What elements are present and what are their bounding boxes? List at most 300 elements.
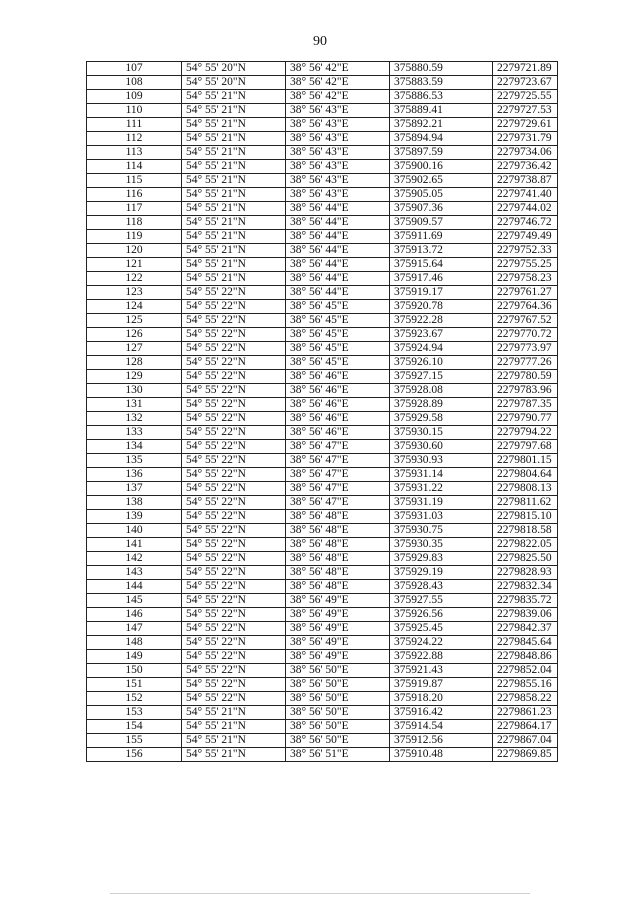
x-coordinate-cell: 375931.14 [390,468,493,482]
y-coordinate-cell: 2279727.53 [493,104,558,118]
y-coordinate-cell: 2279777.26 [493,356,558,370]
longitude-cell: 38° 56' 45"E [286,328,390,342]
table-row [87,300,558,314]
point-number-cell: 114 [87,160,182,174]
point-number-cell: 156 [87,748,182,762]
y-coordinate-cell: 2279794.22 [493,426,558,440]
x-coordinate-cell: 375928.08 [390,384,493,398]
latitude-cell: 54° 55' 22"N [182,370,286,384]
table-row [87,132,558,146]
latitude-cell: 54° 55' 22"N [182,594,286,608]
y-coordinate-cell: 2279749.49 [493,230,558,244]
table-row [87,384,558,398]
latitude-cell: 54° 55' 21"N [182,734,286,748]
latitude-cell: 54° 55' 22"N [182,524,286,538]
table-row [87,62,558,76]
point-number-cell: 147 [87,622,182,636]
y-coordinate-cell: 2279845.64 [493,636,558,650]
coordinates-table-body [87,62,558,762]
latitude-cell: 54° 55' 22"N [182,496,286,510]
x-coordinate-cell: 375889.41 [390,104,493,118]
longitude-cell: 38° 56' 44"E [286,286,390,300]
point-number-cell: 120 [87,244,182,258]
x-coordinate-cell: 375915.64 [390,258,493,272]
table-row [87,76,558,90]
latitude-cell: 54° 55' 22"N [182,608,286,622]
longitude-cell: 38° 56' 43"E [286,132,390,146]
latitude-cell: 54° 55' 22"N [182,566,286,580]
point-number-cell: 130 [87,384,182,398]
page-number: 90 [313,34,327,49]
y-coordinate-cell: 2279861.23 [493,706,558,720]
point-number-cell: 112 [87,132,182,146]
longitude-cell: 38° 56' 48"E [286,538,390,552]
x-coordinate-cell: 375924.94 [390,342,493,356]
y-coordinate-cell: 2279729.61 [493,118,558,132]
x-coordinate-cell: 375930.15 [390,426,493,440]
latitude-cell: 54° 55' 22"N [182,622,286,636]
y-coordinate-cell: 2279815.10 [493,510,558,524]
x-coordinate-cell: 375927.55 [390,594,493,608]
table-row [87,174,558,188]
x-coordinate-cell: 375931.19 [390,496,493,510]
x-coordinate-cell: 375930.35 [390,538,493,552]
y-coordinate-cell: 2279738.87 [493,174,558,188]
x-coordinate-cell: 375919.17 [390,286,493,300]
y-coordinate-cell: 2279811.62 [493,496,558,510]
x-coordinate-cell: 375931.03 [390,510,493,524]
y-coordinate-cell: 2279758.23 [493,272,558,286]
latitude-cell: 54° 55' 22"N [182,482,286,496]
latitude-cell: 54° 55' 22"N [182,426,286,440]
point-number-cell: 116 [87,188,182,202]
table-row [87,188,558,202]
longitude-cell: 38° 56' 47"E [286,440,390,454]
table-row [87,160,558,174]
longitude-cell: 38° 56' 44"E [286,258,390,272]
point-number-cell: 150 [87,664,182,678]
table-row [87,664,558,678]
point-number-cell: 123 [87,286,182,300]
point-number-cell: 124 [87,300,182,314]
point-number-cell: 135 [87,454,182,468]
point-number-cell: 146 [87,608,182,622]
y-coordinate-cell: 2279797.68 [493,440,558,454]
y-coordinate-cell: 2279832.34 [493,580,558,594]
point-number-cell: 144 [87,580,182,594]
table-row [87,734,558,748]
x-coordinate-cell: 375916.42 [390,706,493,720]
longitude-cell: 38° 56' 45"E [286,300,390,314]
longitude-cell: 38° 56' 44"E [286,244,390,258]
y-coordinate-cell: 2279741.40 [493,188,558,202]
longitude-cell: 38° 56' 47"E [286,468,390,482]
point-number-cell: 134 [87,440,182,454]
point-number-cell: 140 [87,524,182,538]
x-coordinate-cell: 375920.78 [390,300,493,314]
longitude-cell: 38° 56' 46"E [286,426,390,440]
table-row [87,706,558,720]
point-number-cell: 148 [87,636,182,650]
longitude-cell: 38° 56' 46"E [286,398,390,412]
latitude-cell: 54° 55' 22"N [182,300,286,314]
x-coordinate-cell: 375883.59 [390,76,493,90]
y-coordinate-cell: 2279818.58 [493,524,558,538]
latitude-cell: 54° 55' 22"N [182,440,286,454]
latitude-cell: 54° 55' 21"N [182,748,286,762]
table-row [87,244,558,258]
x-coordinate-cell: 375928.89 [390,398,493,412]
y-coordinate-cell: 2279804.64 [493,468,558,482]
point-number-cell: 128 [87,356,182,370]
table-row [87,650,558,664]
table-row [87,496,558,510]
table-row [87,482,558,496]
point-number-cell: 143 [87,566,182,580]
longitude-cell: 38° 56' 49"E [286,650,390,664]
y-coordinate-cell: 2279770.72 [493,328,558,342]
latitude-cell: 54° 55' 21"N [182,132,286,146]
point-number-cell: 154 [87,720,182,734]
latitude-cell: 54° 55' 21"N [182,720,286,734]
x-coordinate-cell: 375924.22 [390,636,493,650]
latitude-cell: 54° 55' 22"N [182,636,286,650]
x-coordinate-cell: 375880.59 [390,62,493,76]
point-number-cell: 145 [87,594,182,608]
latitude-cell: 54° 55' 20"N [182,76,286,90]
x-coordinate-cell: 375930.60 [390,440,493,454]
latitude-cell: 54° 55' 21"N [182,216,286,230]
y-coordinate-cell: 2279764.36 [493,300,558,314]
point-number-cell: 126 [87,328,182,342]
longitude-cell: 38° 56' 45"E [286,342,390,356]
longitude-cell: 38° 56' 43"E [286,188,390,202]
longitude-cell: 38° 56' 44"E [286,230,390,244]
table-row [87,468,558,482]
table-row [87,90,558,104]
x-coordinate-cell: 375914.54 [390,720,493,734]
table-row [87,538,558,552]
longitude-cell: 38° 56' 46"E [286,412,390,426]
point-number-cell: 136 [87,468,182,482]
y-coordinate-cell: 2279725.55 [493,90,558,104]
x-coordinate-cell: 375905.05 [390,188,493,202]
y-coordinate-cell: 2279736.42 [493,160,558,174]
y-coordinate-cell: 2279864.17 [493,720,558,734]
table-row [87,510,558,524]
y-coordinate-cell: 2279752.33 [493,244,558,258]
point-number-cell: 153 [87,706,182,720]
y-coordinate-cell: 2279744.02 [493,202,558,216]
table-row [87,104,558,118]
x-coordinate-cell: 375928.43 [390,580,493,594]
latitude-cell: 54° 55' 21"N [182,118,286,132]
y-coordinate-cell: 2279835.72 [493,594,558,608]
latitude-cell: 54° 55' 21"N [182,90,286,104]
longitude-cell: 38° 56' 48"E [286,580,390,594]
x-coordinate-cell: 375912.56 [390,734,493,748]
latitude-cell: 54° 55' 21"N [182,202,286,216]
x-coordinate-cell: 375897.59 [390,146,493,160]
y-coordinate-cell: 2279842.37 [493,622,558,636]
table-row [87,580,558,594]
table-row [87,342,558,356]
x-coordinate-cell: 375886.53 [390,90,493,104]
latitude-cell: 54° 55' 22"N [182,328,286,342]
x-coordinate-cell: 375919.87 [390,678,493,692]
point-number-cell: 118 [87,216,182,230]
x-coordinate-cell: 375922.88 [390,650,493,664]
latitude-cell: 54° 55' 20"N [182,62,286,76]
longitude-cell: 38° 56' 42"E [286,90,390,104]
point-number-cell: 111 [87,118,182,132]
longitude-cell: 38° 56' 46"E [286,370,390,384]
point-number-cell: 117 [87,202,182,216]
latitude-cell: 54° 55' 21"N [182,146,286,160]
x-coordinate-cell: 375930.93 [390,454,493,468]
y-coordinate-cell: 2279746.72 [493,216,558,230]
coordinates-table [86,61,558,762]
latitude-cell: 54° 55' 22"N [182,314,286,328]
longitude-cell: 38° 56' 49"E [286,594,390,608]
longitude-cell: 38° 56' 43"E [286,104,390,118]
table-row [87,524,558,538]
y-coordinate-cell: 2279825.50 [493,552,558,566]
x-coordinate-cell: 375926.10 [390,356,493,370]
table-row [87,216,558,230]
latitude-cell: 54° 55' 22"N [182,412,286,426]
x-coordinate-cell: 375929.58 [390,412,493,426]
y-coordinate-cell: 2279731.79 [493,132,558,146]
longitude-cell: 38° 56' 50"E [286,706,390,720]
table-row [87,594,558,608]
latitude-cell: 54° 55' 22"N [182,342,286,356]
table-row [87,412,558,426]
point-number-cell: 127 [87,342,182,356]
table-row [87,720,558,734]
longitude-cell: 38° 56' 44"E [286,272,390,286]
longitude-cell: 38° 56' 51"E [286,748,390,762]
x-coordinate-cell: 375910.48 [390,748,493,762]
table-row [87,622,558,636]
y-coordinate-cell: 2279808.13 [493,482,558,496]
longitude-cell: 38° 56' 43"E [286,160,390,174]
x-coordinate-cell: 375900.16 [390,160,493,174]
longitude-cell: 38° 56' 45"E [286,356,390,370]
latitude-cell: 54° 55' 21"N [182,244,286,258]
table-row [87,258,558,272]
y-coordinate-cell: 2279787.35 [493,398,558,412]
point-number-cell: 121 [87,258,182,272]
latitude-cell: 54° 55' 22"N [182,552,286,566]
longitude-cell: 38° 56' 42"E [286,76,390,90]
x-coordinate-cell: 375902.65 [390,174,493,188]
latitude-cell: 54° 55' 21"N [182,174,286,188]
x-coordinate-cell: 375917.46 [390,272,493,286]
longitude-cell: 38° 56' 43"E [286,146,390,160]
latitude-cell: 54° 55' 22"N [182,454,286,468]
point-number-cell: 109 [87,90,182,104]
latitude-cell: 54° 55' 22"N [182,286,286,300]
x-coordinate-cell: 375927.15 [390,370,493,384]
x-coordinate-cell: 375925.45 [390,622,493,636]
point-number-cell: 152 [87,692,182,706]
point-number-cell: 108 [87,76,182,90]
table-row [87,748,558,762]
point-number-cell: 142 [87,552,182,566]
table-row [87,552,558,566]
x-coordinate-cell: 375931.22 [390,482,493,496]
latitude-cell: 54° 55' 22"N [182,678,286,692]
y-coordinate-cell: 2279761.27 [493,286,558,300]
x-coordinate-cell: 375913.72 [390,244,493,258]
latitude-cell: 54° 55' 22"N [182,650,286,664]
y-coordinate-cell: 2279855.16 [493,678,558,692]
y-coordinate-cell: 2279822.05 [493,538,558,552]
y-coordinate-cell: 2279723.67 [493,76,558,90]
longitude-cell: 38° 56' 47"E [286,454,390,468]
x-coordinate-cell: 375911.69 [390,230,493,244]
x-coordinate-cell: 375918.20 [390,692,493,706]
longitude-cell: 38° 56' 47"E [286,482,390,496]
x-coordinate-cell: 375907.36 [390,202,493,216]
y-coordinate-cell: 2279828.93 [493,566,558,580]
table-row [87,636,558,650]
y-coordinate-cell: 2279858.22 [493,692,558,706]
x-coordinate-cell: 375929.83 [390,552,493,566]
table-row [87,608,558,622]
point-number-cell: 125 [87,314,182,328]
table-row [87,426,558,440]
longitude-cell: 38° 56' 49"E [286,622,390,636]
longitude-cell: 38° 56' 43"E [286,174,390,188]
table-row [87,202,558,216]
longitude-cell: 38° 56' 50"E [286,734,390,748]
longitude-cell: 38° 56' 50"E [286,692,390,706]
longitude-cell: 38° 56' 49"E [286,636,390,650]
longitude-cell: 38° 56' 48"E [286,524,390,538]
y-coordinate-cell: 2279780.59 [493,370,558,384]
x-coordinate-cell: 375892.21 [390,118,493,132]
table-row [87,398,558,412]
y-coordinate-cell: 2279783.96 [493,384,558,398]
y-coordinate-cell: 2279790.77 [493,412,558,426]
x-coordinate-cell: 375926.56 [390,608,493,622]
x-coordinate-cell: 375922.28 [390,314,493,328]
table-row [87,286,558,300]
longitude-cell: 38° 56' 48"E [286,552,390,566]
point-number-cell: 122 [87,272,182,286]
table-row [87,678,558,692]
latitude-cell: 54° 55' 21"N [182,706,286,720]
y-coordinate-cell: 2279721.89 [493,62,558,76]
table-row [87,566,558,580]
table-row [87,230,558,244]
point-number-cell: 133 [87,426,182,440]
table-row [87,314,558,328]
y-coordinate-cell: 2279852.04 [493,664,558,678]
table-row [87,272,558,286]
longitude-cell: 38° 56' 50"E [286,664,390,678]
x-coordinate-cell: 375929.19 [390,566,493,580]
point-number-cell: 113 [87,146,182,160]
latitude-cell: 54° 55' 22"N [182,538,286,552]
y-coordinate-cell: 2279801.15 [493,454,558,468]
point-number-cell: 107 [87,62,182,76]
x-coordinate-cell: 375921.43 [390,664,493,678]
table-row [87,356,558,370]
longitude-cell: 38° 56' 47"E [286,496,390,510]
page-bottom-rule [110,893,530,894]
latitude-cell: 54° 55' 21"N [182,230,286,244]
latitude-cell: 54° 55' 21"N [182,188,286,202]
y-coordinate-cell: 2279867.04 [493,734,558,748]
y-coordinate-cell: 2279734.06 [493,146,558,160]
x-coordinate-cell: 375930.75 [390,524,493,538]
y-coordinate-cell: 2279755.25 [493,258,558,272]
table-row [87,454,558,468]
point-number-cell: 139 [87,510,182,524]
table-row [87,146,558,160]
table-row [87,440,558,454]
latitude-cell: 54° 55' 22"N [182,356,286,370]
latitude-cell: 54° 55' 22"N [182,692,286,706]
latitude-cell: 54° 55' 22"N [182,664,286,678]
x-coordinate-cell: 375909.57 [390,216,493,230]
table-row [87,370,558,384]
point-number-cell: 110 [87,104,182,118]
table-row [87,328,558,342]
point-number-cell: 115 [87,174,182,188]
longitude-cell: 38° 56' 48"E [286,510,390,524]
point-number-cell: 151 [87,678,182,692]
latitude-cell: 54° 55' 22"N [182,510,286,524]
point-number-cell: 131 [87,398,182,412]
latitude-cell: 54° 55' 22"N [182,384,286,398]
longitude-cell: 38° 56' 45"E [286,314,390,328]
longitude-cell: 38° 56' 44"E [286,216,390,230]
point-number-cell: 137 [87,482,182,496]
y-coordinate-cell: 2279869.85 [493,748,558,762]
longitude-cell: 38° 56' 49"E [286,608,390,622]
latitude-cell: 54° 55' 21"N [182,258,286,272]
latitude-cell: 54° 55' 21"N [182,104,286,118]
y-coordinate-cell: 2279839.06 [493,608,558,622]
y-coordinate-cell: 2279767.52 [493,314,558,328]
longitude-cell: 38° 56' 48"E [286,566,390,580]
x-coordinate-cell: 375894.94 [390,132,493,146]
y-coordinate-cell: 2279773.97 [493,342,558,356]
longitude-cell: 38° 56' 50"E [286,720,390,734]
point-number-cell: 149 [87,650,182,664]
y-coordinate-cell: 2279848.86 [493,650,558,664]
latitude-cell: 54° 55' 21"N [182,160,286,174]
latitude-cell: 54° 55' 22"N [182,580,286,594]
point-number-cell: 129 [87,370,182,384]
longitude-cell: 38° 56' 43"E [286,118,390,132]
longitude-cell: 38° 56' 50"E [286,678,390,692]
table-row [87,692,558,706]
longitude-cell: 38° 56' 44"E [286,202,390,216]
point-number-cell: 155 [87,734,182,748]
latitude-cell: 54° 55' 22"N [182,398,286,412]
point-number-cell: 141 [87,538,182,552]
longitude-cell: 38° 56' 46"E [286,384,390,398]
latitude-cell: 54° 55' 22"N [182,468,286,482]
table-row [87,118,558,132]
longitude-cell: 38° 56' 42"E [286,62,390,76]
latitude-cell: 54° 55' 21"N [182,272,286,286]
